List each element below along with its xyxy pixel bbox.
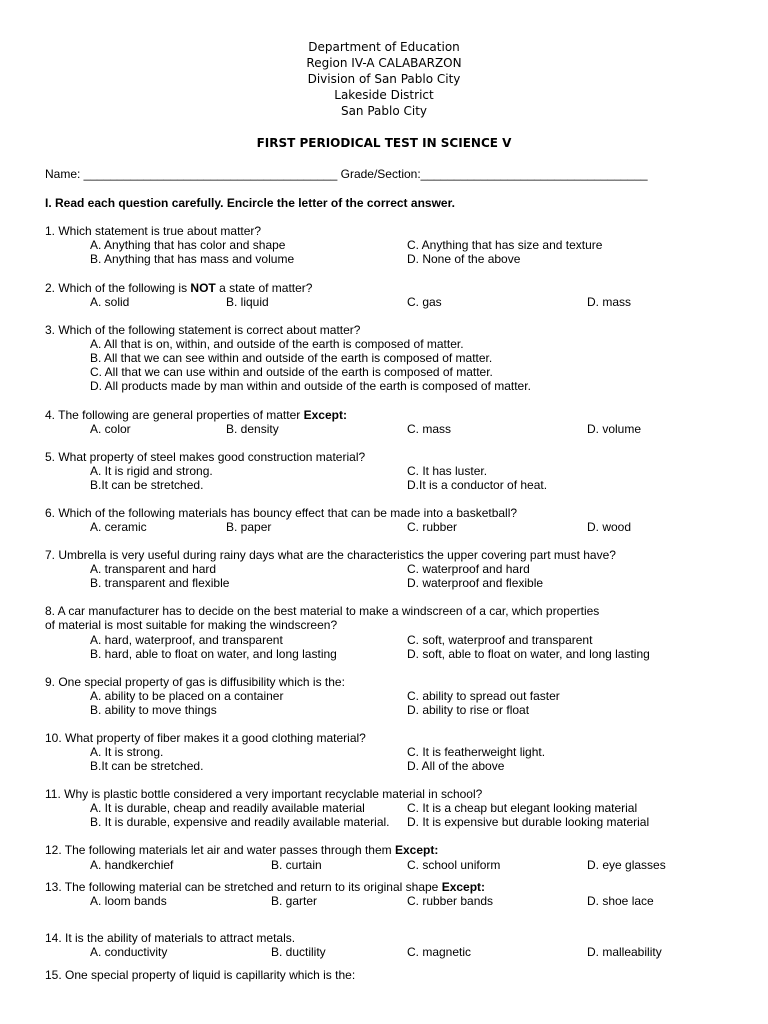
question-12-option-a: A. handkerchief (90, 858, 174, 872)
question-10-stem: 10. What property of fiber makes it a good clothing material? (45, 731, 366, 745)
name-grade-line: Name: ______________________________________ Grade/Section:__________________________________ (45, 167, 648, 181)
question-15-stem: 15. One special property of liquid is capillarity which is the: (45, 968, 356, 982)
header-line-division: Division of San Pablo City (307, 72, 461, 86)
question-8-stem-line-2: of material is most suitable for making the windscreen? (45, 618, 338, 632)
question-4-stem-pre: 4. The following are general properties of matter (45, 408, 304, 422)
question-6-option-b: B. paper (226, 520, 272, 534)
header-line-region: Region IV-A CALABARZON (306, 56, 462, 70)
question-8-option-b: B. hard, able to float on water, and long lasting (90, 647, 337, 661)
question-3-option-c: C. All that we can use within and outside of the earth is composed of matter. (90, 365, 493, 379)
question-9-option-c: C. ability to spread out faster (407, 689, 560, 703)
header-line-department: Department of Education (308, 40, 460, 54)
question-6-option-c: C. rubber (407, 520, 458, 534)
question-7-stem: 7. Umbrella is very useful during rainy days what are the characteristics the upper covering part must have? (45, 548, 616, 562)
question-12-option-c: C. school uniform (407, 858, 501, 872)
question-4-stem-bold: Except: (303, 408, 347, 422)
question-11-option-b: B. It is durable, expensive and readily available material. (90, 815, 390, 829)
question-7-option-c: C. waterproof and hard (407, 562, 530, 576)
question-14-option-a: A. conductivity (90, 945, 168, 959)
question-6-stem: 6. Which of the following materials has bouncy effect that can be made into a basketball? (45, 506, 518, 520)
instructions: I. Read each question carefully. Encircle the letter of the correct answer. (45, 196, 455, 210)
question-2-option-d: D. mass (587, 295, 632, 309)
question-8-option-d: D. soft, able to float on water, and long lasting (407, 647, 650, 661)
question-7-option-a: A. transparent and hard (90, 562, 217, 576)
question-1-option-a: A. Anything that has color and shape (90, 238, 286, 252)
question-12-stem-bold: Except: (394, 843, 439, 857)
question-8-stem-line-1: 8. A car manufacturer has to decide on the best material to make a windscreen of a car, which properties (45, 604, 600, 618)
question-8-option-a: A. hard, waterproof, and transparent (90, 633, 283, 647)
question-1-stem: 1. Which statement is true about matter? (45, 224, 262, 238)
question-9-stem: 9. One special property of gas is diffusibility which is the: (45, 675, 345, 689)
question-2-stem-pre: 2. Which of the following is (45, 281, 191, 295)
question-2-stem-post: a state of matter? (215, 281, 313, 295)
question-8-option-c: C. soft, waterproof and transparent (407, 633, 593, 647)
question-7-option-d: D. waterproof and flexible (407, 576, 544, 590)
question-11-option-c: C. It is a cheap but elegant looking material (407, 801, 638, 815)
question-4-option-c: C. mass (407, 422, 452, 436)
question-1-option-d: D. None of the above (407, 252, 521, 266)
question-13-option-b: B. garter (271, 894, 318, 908)
question-12-option-b: B. curtain (271, 858, 322, 872)
question-11-stem: 11. Why is plastic bottle considered a very important recyclable material in school? (45, 787, 483, 801)
question-12-stem-pre: 12. The following materials let air and water passes through them (45, 843, 395, 857)
header-line-city: San Pablo City (340, 104, 428, 118)
question-14-option-c: C. magnetic (407, 945, 472, 959)
question-3-option-d: D. All products made by man within and outside of the earth is composed of matter. (90, 379, 531, 393)
question-3-stem: 3. Which of the following statement is correct about matter? (45, 323, 361, 337)
question-13-option-d: D. shoe lace (587, 894, 654, 908)
question-4-option-b: B. density (226, 422, 279, 436)
question-12-option-d: D. eye glasses (587, 858, 666, 872)
question-9-option-a: A. ability to be placed on a container (90, 689, 284, 703)
question-14-option-d: D. malleability (587, 945, 662, 959)
question-6-option-a: A. ceramic (90, 520, 147, 534)
question-14-stem: 14. It is the ability of materials to attract metals. (45, 931, 296, 945)
question-10-option-d: D. All of the above (407, 759, 505, 773)
question-2-stem (45, 281, 312, 295)
question-5-option-b: B.It can be stretched. (90, 478, 204, 492)
question-2-option-c: C. gas (407, 295, 442, 309)
question-9-option-d: D. ability to rise or float (407, 703, 530, 717)
question-5-option-a: A. It is rigid and strong. (90, 464, 213, 478)
question-4-option-d: D. volume (587, 422, 642, 436)
question-6-option-d: D. wood (587, 520, 632, 534)
question-12-stem (45, 843, 438, 857)
question-1-option-b: B. Anything that has mass and volume (90, 252, 295, 266)
header-line-district: Lakeside District (334, 88, 434, 102)
question-10-option-b: B.It can be stretched. (90, 759, 204, 773)
question-9-option-b: B. ability to move things (90, 703, 217, 717)
question-13-option-c: C. rubber bands (407, 894, 494, 908)
question-7-option-b: B. transparent and flexible (90, 576, 230, 590)
question-11-option-d: D. It is expensive but durable looking material (407, 815, 650, 829)
question-10-option-c: C. It is featherweight light. (407, 745, 546, 759)
question-13-stem-pre: 13. The following material can be stretched and return to its original shape (45, 880, 442, 894)
question-2-option-b: B. liquid (226, 295, 269, 309)
question-13-stem-bold: Except: (441, 880, 486, 894)
question-13-stem (45, 880, 485, 894)
question-11-option-a: A. It is durable, cheap and readily available material (90, 801, 365, 815)
question-10-option-a: A. It is strong. (90, 745, 164, 759)
question-4-stem (45, 408, 347, 422)
question-4-option-a: A. color (90, 422, 131, 436)
question-5-stem: 5. What property of steel makes good construction material? (45, 450, 366, 464)
question-3-option-a: A. All that is on, within, and outside of the earth is composed of matter. (90, 337, 464, 351)
question-14-option-b: B. ductility (271, 945, 326, 959)
question-5-option-d: D.It is a conductor of heat. (407, 478, 548, 492)
question-3-option-b: B. All that we can see within and outside of the earth is composed of matter. (90, 351, 493, 365)
question-13-option-a: A. loom bands (90, 894, 167, 908)
question-1-option-c: C. Anything that has size and texture (407, 238, 603, 252)
question-2-stem-bold: NOT (190, 281, 216, 295)
question-5-option-c: C. It has luster. (407, 464, 488, 478)
question-2-option-a: A. solid (90, 295, 130, 309)
test-title: FIRST PERIODICAL TEST IN SCIENCE V (256, 136, 512, 150)
